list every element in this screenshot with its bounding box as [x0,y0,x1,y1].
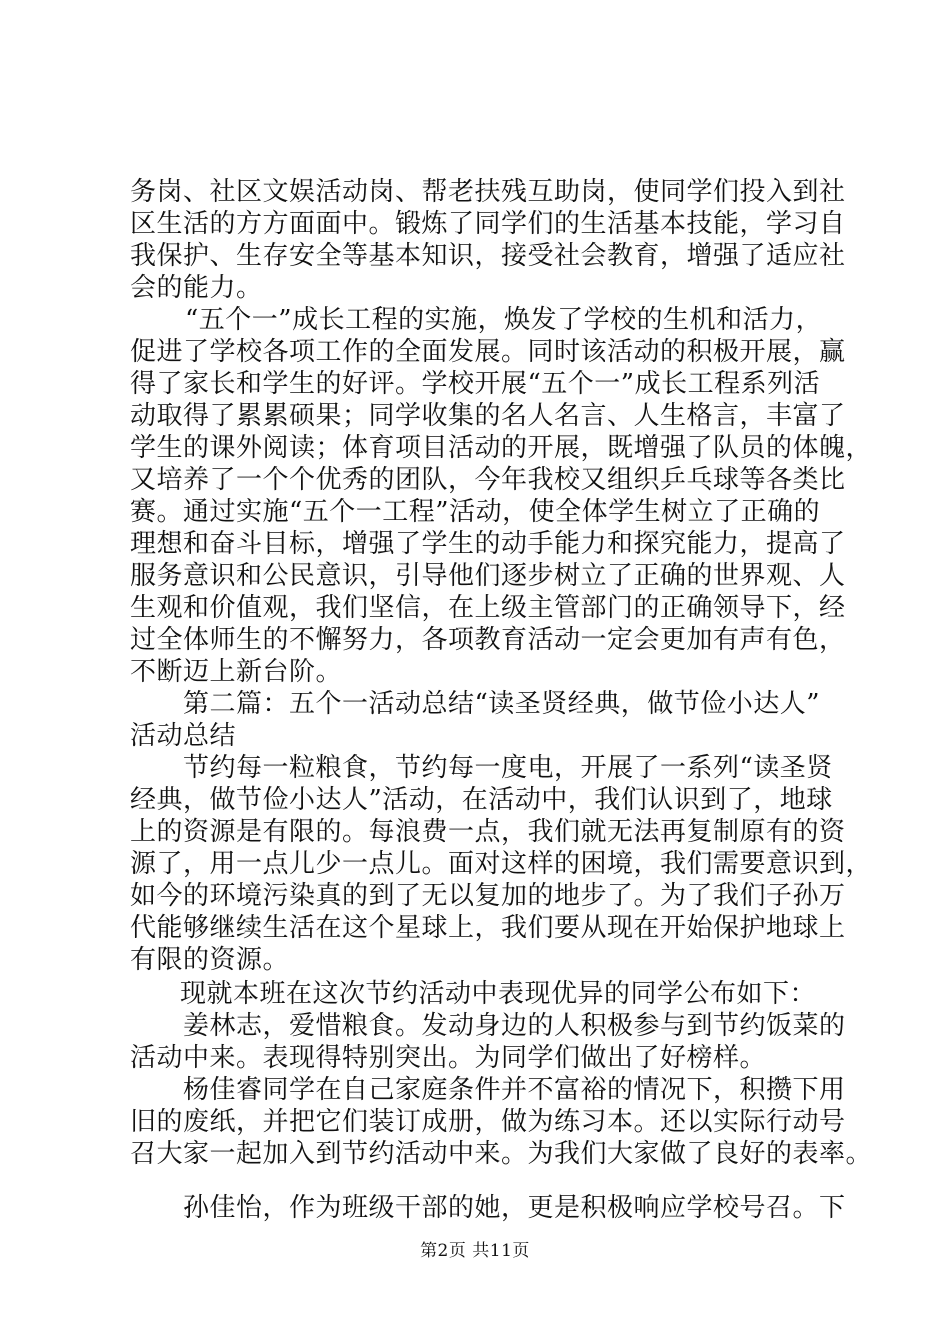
text-line: 源了，用一点儿少一点儿。面对这样的困境，我们需要意识到， [130,849,873,879]
text-line: 过全体师生的不懈努力，各项教育活动一定会更加有声有色， [130,625,846,655]
paragraph-first-line: 节约每一粒粮食，节约每一度电，开展了一系列“读圣贤 [183,753,833,783]
section-heading: 第二篇：五个一活动总结“读圣贤经典，做节俭小达人” [183,689,821,719]
paragraph-first-line: 姜林志，爱惜粮食。发动身边的人积极参与到节约饭菜的 [183,1011,846,1041]
text-line: 旧的废纸，并把它们装订成册，做为练习本。还以实际行动号 [130,1107,846,1137]
text-line: 学生的课外阅读；体育项目活动的开展，既增强了队员的体魄， [130,433,873,463]
text-line: 赛。通过实施“五个一工程”活动，使全体学生树立了正确的 [130,497,821,527]
section-heading-continued: 活动总结 [130,721,237,751]
paragraph-first-line: 杨佳睿同学在自己家庭条件并不富裕的情况下，积攒下用 [183,1075,846,1105]
paragraph-first-line: “五个一”成长工程的实施，焕发了学校的生机和活力， [185,305,823,335]
text-line: 动取得了累累硕果；同学收集的名人名言、人生格言，丰富了 [130,401,846,431]
text-line: 不断迈上新台阶。 [130,657,343,687]
text-line: 代能够继续生活在这个星球上，我们要从现在开始保护地球上 [130,913,846,943]
text-line: 会的能力。 [130,273,263,303]
text-line: 又培养了一个个优秀的团队，今年我校又组织乒乓球等各类比 [130,465,846,495]
text-line: 服务意识和公民意识，引导他们逐步树立了正确的世界观、人 [130,561,846,591]
text-line: 促进了学校各项工作的全面发展。同时该活动的积极开展，赢 [130,337,846,367]
text-line: 我保护、生存安全等基本知识，接受社会教育，增强了适应社 [130,241,846,271]
page-number: 第2页 共11页 [420,1241,530,1261]
text-line: 得了家长和学生的好评。学校开展“五个一”成长工程系列活 [130,369,821,399]
text-line: 区生活的方方面面中。锻炼了同学们的生活基本技能，学习自 [130,209,846,239]
text-line: 务岗、社区文娱活动岗、帮老扶残互助岗，使同学们投入到社 [130,177,846,207]
text-line: 生观和价值观，我们坚信，在上级主管部门的正确领导下，经 [130,593,846,623]
text-line: 理想和奋斗目标，增强了学生的动手能力和探究能力，提高了 [130,529,846,559]
paragraph-first-line: 孙佳怡，作为班级干部的她，更是积极响应学校号召。下 [183,1193,846,1223]
paragraph-first-line: 现就本班在这次节约活动中表现优异的同学公布如下： [180,979,817,1009]
text-line: 召大家一起加入到节约活动中来。为我们大家做了良好的表率。 [130,1139,873,1169]
text-line: 有限的资源。 [130,945,290,975]
text-line: 上的资源是有限的。每浪费一点，我们就无法再复制原有的资 [130,817,846,847]
text-line: 经典，做节俭小达人”活动，在活动中，我们认识到了，地球 [130,785,833,815]
text-line: 如今的环境污染真的到了无以复加的地步了。为了我们子孙万 [130,881,846,911]
text-line: 活动中来。表现得特别突出。为同学们做出了好榜样。 [130,1043,767,1073]
